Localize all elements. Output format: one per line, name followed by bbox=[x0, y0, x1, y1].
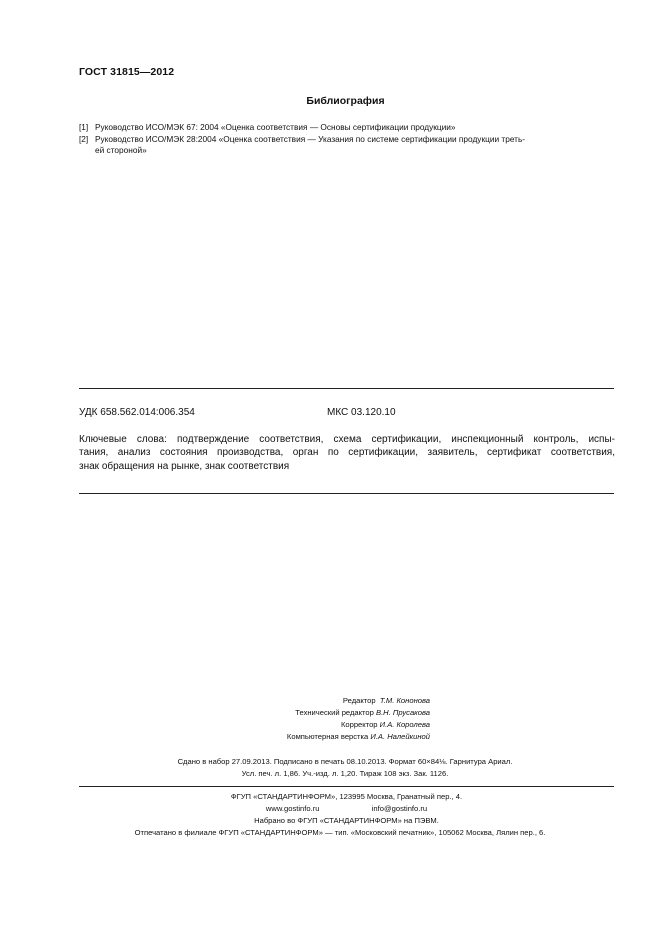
tech-editor-line bbox=[150, 707, 430, 719]
printed-note: Отпечатано в филиале ФГУП «СТАНДАРТИНФОРМ» — тип. «Московский печатник», 105062 Москва, Лялин пер., 6. bbox=[134, 828, 546, 837]
document-header: ГОСТ 31815—2012 bbox=[79, 66, 175, 78]
publisher-contacts bbox=[79, 803, 614, 815]
keywords-line: тания, анализ состояния производства, орган по сертификации, заявитель, сертификат соответствия, bbox=[79, 447, 615, 459]
tech-editor-name: В.Н. Прусакова bbox=[376, 708, 430, 717]
imprint-credits bbox=[150, 695, 430, 743]
typeset-note: Набрано во ФГУП «СТАНДАРТИНФОРМ» на ПЭВМ. bbox=[254, 816, 439, 825]
editor-line bbox=[150, 695, 430, 707]
divider bbox=[79, 493, 614, 494]
publisher-address: ФГУП «СТАНДАРТИНФОРМ», 123995 Москва, Гранатный пер., 4. bbox=[230, 792, 463, 801]
publisher-website[interactable]: www.gostinfo.ru bbox=[265, 804, 320, 813]
print-info-line2: Усл. печ. л. 1,86. Уч.-изд. л. 1,20. Тираж 108 экз. Зак. 1126. bbox=[241, 769, 449, 778]
keywords-line: Ключевые слова: подтверждение соответствия, схема сертификации, инспекционный контроль, испы- bbox=[79, 434, 615, 445]
udk-code: УДК 658.562.014:006.354 bbox=[79, 407, 195, 418]
corrector-label: Корректор bbox=[340, 720, 378, 729]
mks-code: МКС 03.120.10 bbox=[327, 407, 396, 418]
layout-label: Компьютерная верстка bbox=[286, 732, 369, 741]
corrector-line bbox=[150, 719, 430, 731]
bibliography-item-text-line1: Руководство ИСО/МЭК 28:2004 «Оценка соответствия — Указания по системе сертификации продукции треть- bbox=[95, 134, 526, 144]
divider bbox=[79, 388, 614, 389]
bibliography-item-text-line2: ей стороной» bbox=[95, 145, 147, 155]
divider bbox=[79, 786, 614, 787]
keywords-line: знак обращения на рынке, знак соответствия bbox=[79, 460, 290, 472]
bibliography-title: Библиография bbox=[306, 95, 385, 107]
bibliography-item bbox=[79, 134, 619, 156]
publisher-email[interactable]: info@gostinfo.ru bbox=[371, 804, 428, 813]
bibliography-item-number: [1] bbox=[79, 122, 89, 132]
layout-name: И.А. Налейкиной bbox=[370, 732, 430, 741]
print-info-line1: Сдано в набор 27.09.2013. Подписано в печать 08.10.2013. Формат 60×84⅛. Гарнитура Ариал. bbox=[177, 757, 513, 766]
keywords-block bbox=[79, 433, 615, 473]
tech-editor-label: Технический редактор bbox=[295, 708, 374, 717]
corrector-name: И.А. Королева bbox=[379, 720, 430, 729]
editor-label: Редактор bbox=[342, 696, 376, 705]
layout-line bbox=[150, 731, 430, 743]
bibliography-item bbox=[79, 122, 619, 133]
bibliography-item-number: [2] bbox=[79, 134, 89, 144]
bibliography-item-text: Руководство ИСО/МЭК 67: 2004 «Оценка соответствия — Основы сертификации продукции» bbox=[95, 122, 456, 132]
editor-name: Т.М. Кононова bbox=[379, 696, 430, 705]
